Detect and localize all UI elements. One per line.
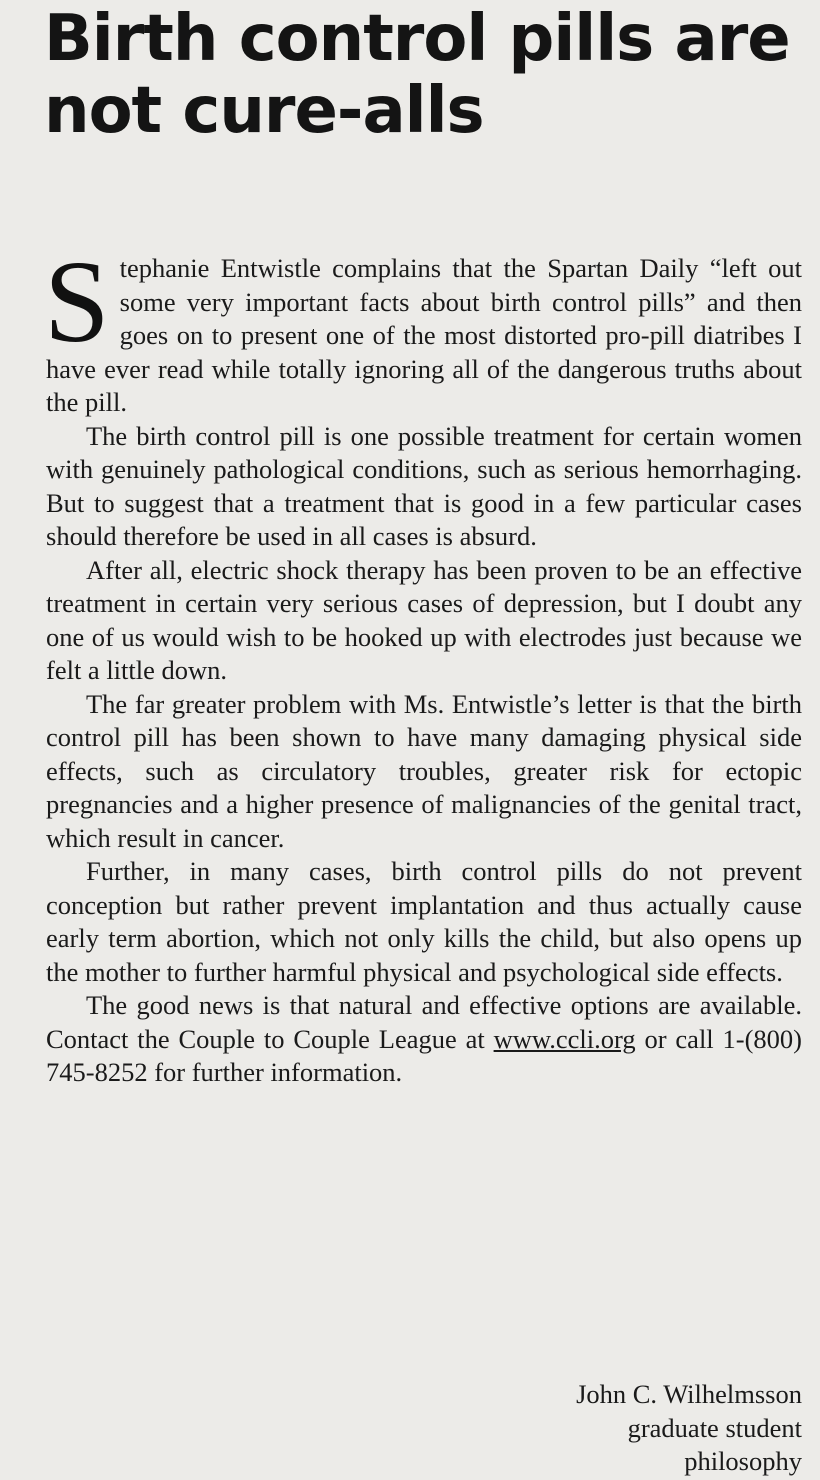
paragraph-1-text: tephanie Entwistle complains that the Spartan Daily “left out some very important facts about birth control pills” and then goes on to present one of the most distorted pro-pill diatribes I have ever read while totally ignoring all of the dangerous truths about the pill. bbox=[46, 253, 802, 417]
paragraph-3: After all, electric shock therapy has been proven to be an effective treatment in certain very serious cases of depression, but I doubt any one of us would wish to be hooked up with electrodes just because we felt a little down. bbox=[46, 554, 802, 685]
drop-cap: S bbox=[44, 236, 110, 367]
paragraph-4: The far greater problem with Ms. Entwistle’s letter is that the birth control pill has been shown to have many damaging physical side effects, such as circulatory troubles, greater risk for ectopic pregnancies and a higher presence of malignancies of the genital tract, which result in cancer. bbox=[46, 688, 802, 853]
website-link[interactable]: www.ccli.org bbox=[493, 1023, 636, 1054]
paragraph-6-text-end: or call 1-(800) 745-8252 for further information. bbox=[46, 1023, 802, 1087]
author-role: graduate student bbox=[627, 1412, 802, 1443]
author-department: philosophy bbox=[684, 1446, 802, 1476]
headline: Birth control pills are not cure-alls bbox=[44, 2, 790, 148]
paragraph-6 bbox=[46, 989, 802, 1090]
paragraph-6-text-start: The good news is that natural and effective options are available. Contact the Couple to Couple League at bbox=[46, 990, 802, 1054]
paragraph-2: The birth control pill is one possible treatment for certain women with genuinely pathological conditions, such as serious hemorrhaging. But to suggest that a treatment that is good in a few particular cases should therefore be used in all cases is absurd. bbox=[46, 420, 802, 551]
paragraph-1 bbox=[44, 236, 802, 420]
paragraph-5: Further, in many cases, birth control pills do not prevent conception but rather prevent implantation and thus actually cause early term abortion, which not only kills the child, but also opens up the mother to further harmful physical and psychological side effects. bbox=[46, 856, 802, 987]
signature-block bbox=[576, 1378, 802, 1479]
article-body bbox=[44, 236, 802, 1090]
author-name: John C. Wilhelmsson bbox=[576, 1379, 802, 1409]
